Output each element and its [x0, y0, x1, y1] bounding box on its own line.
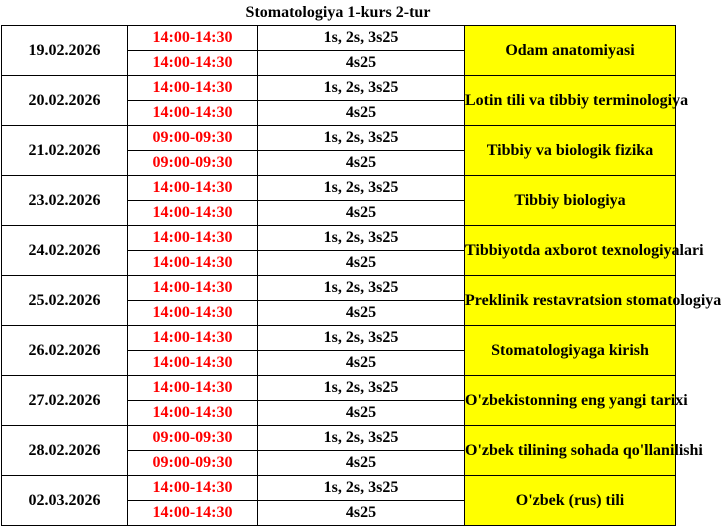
schedule-row [2, 276, 676, 301]
schedule-row [2, 26, 676, 51]
group-cell: 1s, 2s, 3s25 [258, 26, 465, 51]
group-cell: 1s, 2s, 3s25 [258, 226, 465, 251]
time-cell: 14:00-14:30 [128, 251, 258, 276]
group-cell: 1s, 2s, 3s25 [258, 426, 465, 451]
schedule-row [2, 226, 676, 251]
group-cell: 1s, 2s, 3s25 [258, 276, 465, 301]
time-cell: 14:00-14:30 [128, 476, 258, 501]
subject-cell: Preklinik restavratsion stomatologiya [465, 276, 676, 326]
group-cell: 1s, 2s, 3s25 [258, 76, 465, 101]
time-cell: 14:00-14:30 [128, 76, 258, 101]
date-cell: 23.02.2026 [2, 176, 128, 226]
group-cell: 1s, 2s, 3s25 [258, 326, 465, 351]
group-cell: 4s25 [258, 101, 465, 126]
time-cell: 09:00-09:30 [128, 426, 258, 451]
time-cell: 14:00-14:30 [128, 401, 258, 426]
time-cell: 09:00-09:30 [128, 151, 258, 176]
group-cell: 4s25 [258, 401, 465, 426]
group-cell: 1s, 2s, 3s25 [258, 476, 465, 501]
time-cell: 14:00-14:30 [128, 351, 258, 376]
subject-cell: Stomatologiyaga kirish [465, 326, 676, 376]
date-cell: 26.02.2026 [2, 326, 128, 376]
group-cell: 4s25 [258, 151, 465, 176]
date-cell: 21.02.2026 [2, 126, 128, 176]
date-cell: 19.02.2026 [2, 26, 128, 76]
schedule-row [2, 376, 676, 401]
date-cell: 20.02.2026 [2, 76, 128, 126]
group-cell: 1s, 2s, 3s25 [258, 176, 465, 201]
group-cell: 4s25 [258, 201, 465, 226]
time-cell: 14:00-14:30 [128, 51, 258, 76]
group-cell: 4s25 [258, 501, 465, 526]
time-cell: 14:00-14:30 [128, 101, 258, 126]
date-cell: 24.02.2026 [2, 226, 128, 276]
schedule-row [2, 426, 676, 451]
schedule-row [2, 326, 676, 351]
time-cell: 14:00-14:30 [128, 276, 258, 301]
schedule-row [2, 476, 676, 501]
group-cell: 4s25 [258, 251, 465, 276]
time-cell: 14:00-14:30 [128, 326, 258, 351]
subject-cell: Tibbiy biologiya [465, 176, 676, 226]
schedule-body [2, 26, 721, 526]
group-cell: 1s, 2s, 3s25 [258, 376, 465, 401]
date-cell: 27.02.2026 [2, 376, 128, 426]
group-cell: 4s25 [258, 51, 465, 76]
group-cell: 4s25 [258, 301, 465, 326]
subject-cell: O'zbek tilining sohada qo'llanilishi [465, 426, 676, 476]
time-cell: 14:00-14:30 [128, 301, 258, 326]
subject-cell: O'zbek (rus) tili [465, 476, 676, 526]
time-cell: 14:00-14:30 [128, 176, 258, 201]
group-cell: 4s25 [258, 351, 465, 376]
schedule-row [2, 126, 676, 151]
date-cell: 25.02.2026 [2, 276, 128, 326]
group-cell: 4s25 [258, 451, 465, 476]
date-cell: 28.02.2026 [2, 426, 128, 476]
time-cell: 14:00-14:30 [128, 376, 258, 401]
time-cell: 09:00-09:30 [128, 126, 258, 151]
subject-cell: Tibbiy va biologik fizika [465, 126, 676, 176]
time-cell: 14:00-14:30 [128, 501, 258, 526]
subject-cell: Tibbiyotda axborot texnologiyalari [465, 226, 676, 276]
time-cell: 14:00-14:30 [128, 26, 258, 51]
time-cell: 14:00-14:30 [128, 201, 258, 226]
subject-cell: Lotin tili va tibbiy terminologiya [465, 76, 676, 126]
schedule-title: Stomatologiya 1-kurs 2-tur [245, 4, 431, 21]
schedule-row [2, 76, 676, 101]
schedule-table [1, 25, 721, 526]
time-cell: 09:00-09:30 [128, 451, 258, 476]
time-cell: 14:00-14:30 [128, 226, 258, 251]
schedule-row [2, 176, 676, 201]
subject-cell: O'zbekistonning eng yangi tarixi [465, 376, 676, 426]
date-cell: 02.03.2026 [2, 476, 128, 526]
group-cell: 1s, 2s, 3s25 [258, 126, 465, 151]
subject-cell: Odam anatomiyasi [465, 26, 676, 76]
